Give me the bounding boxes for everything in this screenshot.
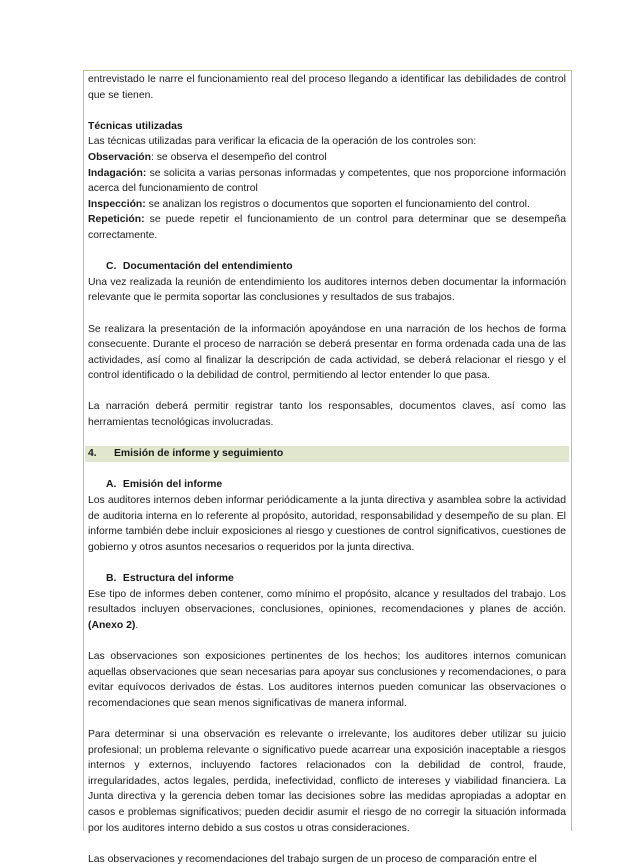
section-4-number: 4. — [88, 448, 97, 460]
paragraph-a-1: Los auditores internos deben informar periódicamente a la junta directiva y asamblea sobre la actividad de auditoria interna en lo referente al propósito, autoridad, responsabilidad y desempeño de su plan. El informe también debe incluir exposiciones al riesgo y cuestiones de control significativos, cuestiones de gobierno y otros asuntos necesarios o requeridos por la junta directiva. — [88, 495, 566, 553]
text-indagacion: se solicita a varias personas informadas y competentes, que nos proporcione información acerca del funcionamiento de control — [88, 167, 566, 195]
section-4-title: Emisión de informe y seguimiento — [114, 448, 284, 460]
subheading-c-title: Documentación del entendimiento — [122, 261, 293, 273]
paragraph-c-3: La narración deberá permitir registrar tanto los responsables, documentos claves, así como las herramientas tecnológicas involucradas. — [88, 401, 566, 429]
subheading-b — [88, 571, 566, 587]
anexo-reference: (Anexo 2) — [88, 619, 136, 631]
paragraph-b-1 — [88, 587, 566, 634]
paragraph-b-4: Las observaciones y recomendaciones del trabajo surgen de un proceso de comparación entre el — [88, 853, 537, 865]
label-inspeccion: Inspección: — [88, 198, 146, 210]
subheading-c-letter: C. — [106, 261, 117, 273]
subheading-a-letter: A. — [106, 479, 117, 491]
paragraph-c-1: Una vez realizada la reunión de entendimiento los auditores internos deben documentar la información relevante que le permita soportar las conclusiones y resultados de sus trabajos. — [88, 276, 566, 304]
paragraph-b-2: Las observaciones son exposiciones pertinentes de los hechos; los auditores internos comunican aquellas observaciones que sean necesarias para apoyar sus conclusiones y recomendaciones, o para evitar equívocos derivados de éstas. Los auditores internos pueden comunicar las observaciones o recomendaciones que sean menos significativas de manera informal. — [88, 650, 566, 709]
label-repeticion: Repetición: — [88, 214, 145, 226]
paragraph-b-1-end: . — [135, 619, 139, 631]
text-observacion: : se observa el desempeño del control — [150, 151, 327, 163]
subheading-a-title: Emisión del informe — [122, 479, 223, 491]
paragraph-intro: entrevistado le narre el funcionamiento real del proceso llegando a identificar las debilidades de control que se tienen. — [88, 74, 566, 101]
label-observacion: Observación — [88, 151, 151, 163]
section-4-heading — [85, 446, 569, 462]
item-inspeccion — [88, 197, 566, 213]
label-indagacion: Indagación: — [88, 167, 147, 179]
item-indagacion — [88, 166, 566, 197]
item-repeticion — [88, 212, 566, 243]
subheading-c — [88, 259, 566, 275]
subheading-a — [88, 477, 566, 493]
paragraph-tecnicas-intro: Las técnicas utilizadas para verificar la eficacia de la operación de los controles son: — [88, 136, 477, 148]
item-observacion — [88, 150, 566, 166]
document-body — [88, 72, 566, 867]
subheading-b-letter: B. — [106, 573, 117, 584]
paragraph-b-3: Para determinar si una observación es relevante o irrelevante, los auditores deber utilizar su juicio profesional; un problema relevante o significativo puede acarrear una exposición inaceptable a riesgos internos y externos, incluyendo factores relacionados con la debilidad de control, fraude, irregularidades, actos legales, perdida, inefectividad, conflicto de intereses y viabilidad financiera. La Junta directiva y la gerencia deben tomar las decisiones sobre las medidas apropiadas a adoptar en casos e problemas significativos; pueden decidir asumir el riesgo de no corregir la situación informada por los auditores interno debido a sus costos u otras consideraciones. — [88, 728, 566, 834]
text-inspeccion: se analizan los registros o documentos que soporten el funcionamiento del control. — [145, 198, 530, 210]
subheading-b-title: Estructura del informe — [122, 573, 234, 584]
text-repeticion: se puede repetir el funcionamiento de un control para determinar que se desempeña correctamente. — [88, 214, 566, 241]
heading-tecnicas: Técnicas utilizadas — [88, 120, 183, 132]
paragraph-c-2: Se realizara la presentación de la información apoyándose en una narración de los hechos de forma consecuente. Durante el proceso de narración se deberá presentar en forma ordenada cada una de las actividades, así como al finalizar la descripción de cada actividad, se deberá relacionar el riesgo y el control identificado o la debilidad de control, permitiendo al lector entender lo que pasa. — [88, 323, 566, 382]
paragraph-b-1-text: Ese tipo de informes deben contener, como mínimo el propósito, alcance y resultados del trabajo. Los resultados incluyen observaciones, conclusiones, opiniones, recomendaciones y planes de acción. — [88, 588, 566, 616]
